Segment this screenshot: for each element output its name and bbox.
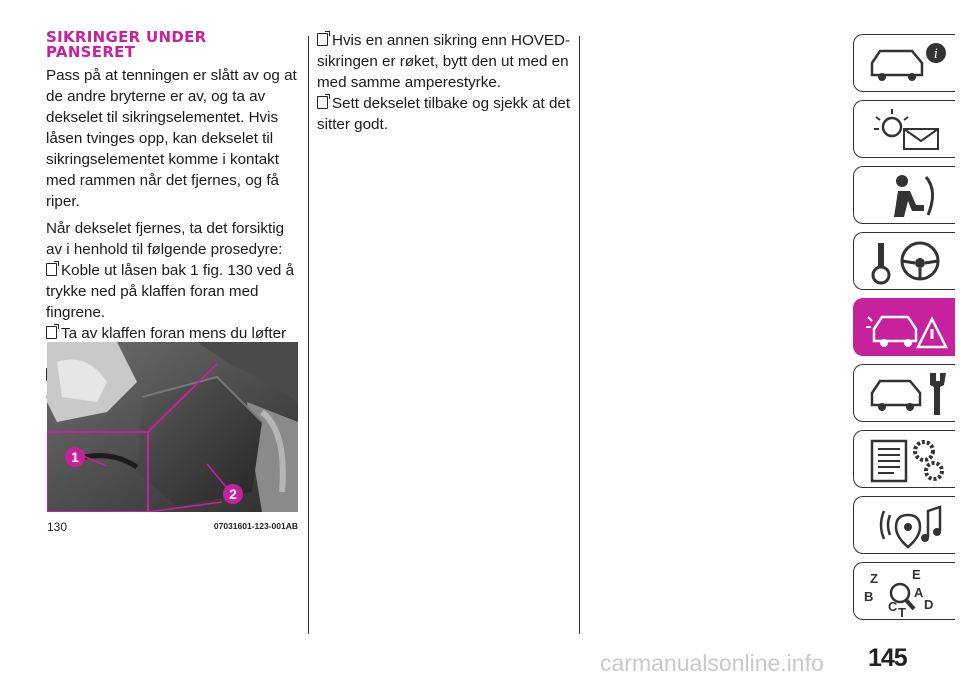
lights-warning-icon[interactable] bbox=[853, 100, 955, 158]
specifications-gears-icon[interactable] bbox=[853, 430, 955, 488]
step-text: Sett dekselet tilbake og sjekk at det sitter godt. bbox=[317, 95, 571, 133]
step-arrow-icon bbox=[46, 263, 57, 276]
index-letter: Z bbox=[870, 571, 878, 586]
heading-line-1: SIKRINGER UNDER bbox=[46, 28, 207, 46]
car-emergency-icon[interactable] bbox=[853, 298, 955, 356]
watermark: carmanualsonline.info bbox=[600, 650, 824, 676]
section-heading bbox=[46, 30, 300, 60]
car-maintenance-icon[interactable] bbox=[853, 364, 955, 422]
svg-text:i: i bbox=[933, 47, 939, 62]
step-arrow-icon bbox=[317, 96, 328, 109]
step-text: Hvis en annen sikring enn HOVED-sikringen er røket, bytt den ut med en med samme amperestyrke. bbox=[317, 32, 571, 91]
fuse-box-photo bbox=[47, 342, 298, 512]
step-item bbox=[317, 30, 571, 93]
paragraph-procedure: Når dekselet fjernes, ta det forsiktig av i henhold til følgende prosedyre: bbox=[46, 220, 285, 258]
paragraph-intro: Pass på at tenningen er slått av og at de andre bryterne er av, og ta av dekselet til sikringselementet. Hvis låsen tvinges opp, kan dekselet til sikringselementet komme i kontakt med rammen når det fjernes, og få riper. bbox=[46, 67, 297, 210]
callout-2: 2 bbox=[229, 486, 237, 502]
page-number: 145 bbox=[868, 644, 907, 672]
step-text: Ta av klaffen foran mens du løfter bbox=[61, 325, 287, 342]
figure-code: 07031601-123-001AB bbox=[213, 521, 298, 531]
step-text: Koble ut låsen bak 1 fig. 130 ved å trykke ned på klaffen foran med fingrene. bbox=[46, 262, 295, 321]
step-arrow-icon bbox=[317, 33, 328, 46]
figure-caption bbox=[47, 520, 298, 534]
step-item bbox=[46, 260, 300, 323]
step-arrow-icon bbox=[46, 326, 57, 339]
heading-line-2: PANSERET bbox=[46, 43, 136, 61]
index-letter: A bbox=[914, 585, 924, 600]
seat-safety-icon[interactable] bbox=[853, 166, 955, 224]
engine-bay-illustration bbox=[47, 342, 298, 512]
key-steering-wheel-icon[interactable] bbox=[853, 232, 955, 290]
column-divider bbox=[308, 36, 309, 634]
car-info-icon[interactable] bbox=[853, 34, 955, 92]
index-letter: D bbox=[924, 597, 934, 612]
index-letter: C bbox=[888, 599, 898, 614]
figure-number: 130 bbox=[47, 520, 68, 534]
step-item bbox=[317, 93, 571, 135]
index-search-icon[interactable] bbox=[853, 562, 955, 620]
index-letter: T bbox=[898, 605, 906, 617]
index-letter: E bbox=[912, 567, 921, 582]
right-column bbox=[317, 30, 571, 135]
callout-1: 1 bbox=[71, 449, 79, 465]
multimedia-icon[interactable] bbox=[853, 496, 955, 554]
index-letter: B bbox=[864, 589, 874, 604]
column-divider bbox=[579, 36, 580, 634]
